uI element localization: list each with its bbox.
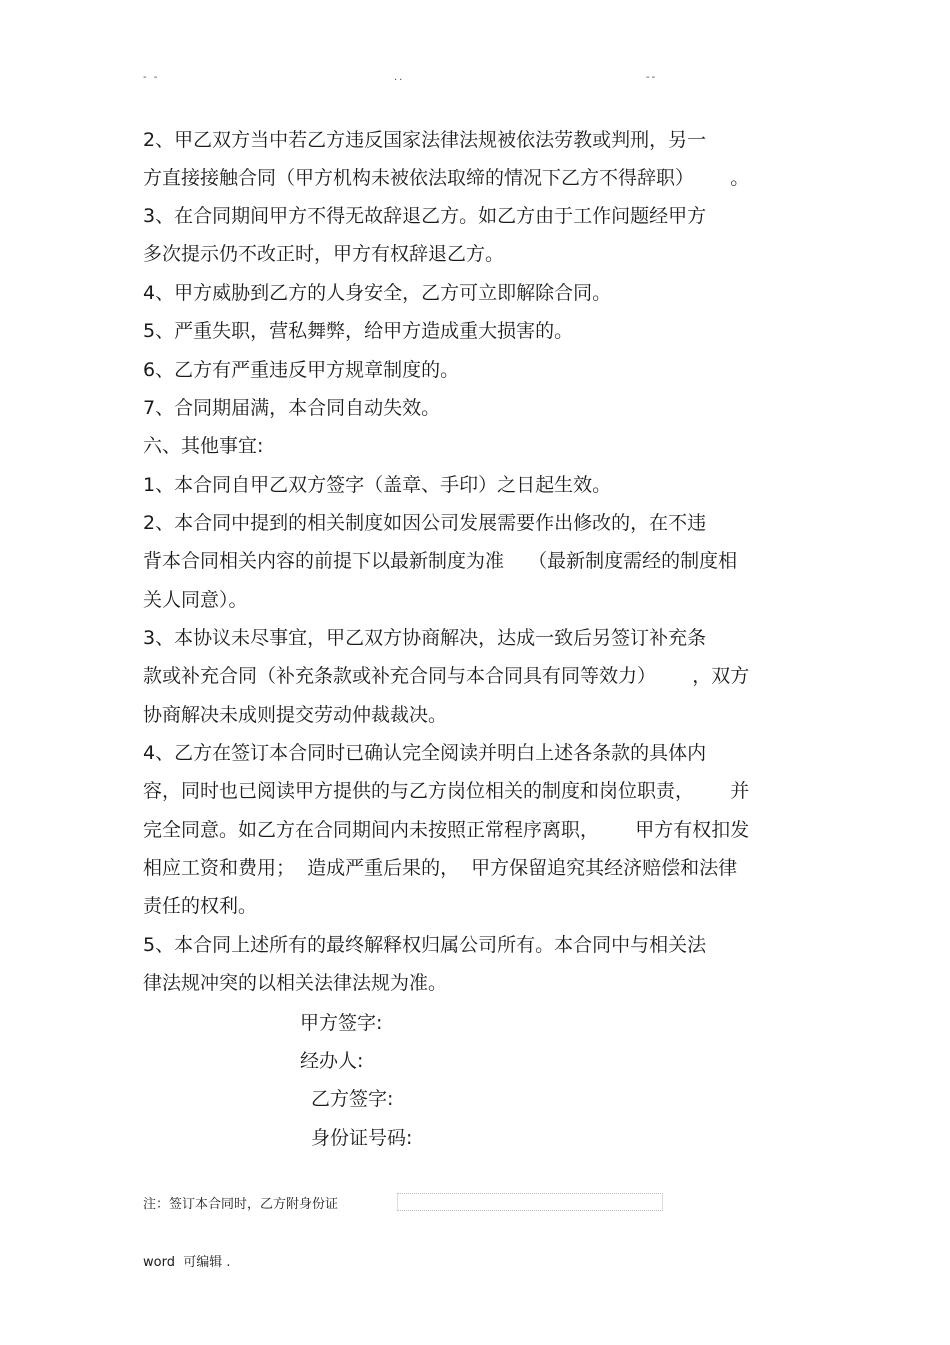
clause-5-2-line-2: 方直接接触合同（甲方机构未被依法取缔的情况下乙方不得辞职） 。: [143, 167, 750, 189]
page-footer: word 可编辑 .: [143, 1255, 231, 1270]
clause-6-4-line-1: 4、乙方在签订本合同时已确认完全阅读并明白上述各条款的具体内: [143, 742, 707, 764]
clause-6-4-line-4: 相应工资和费用； 造成严重后果的， 甲方保留追究其经济赔偿和法律: [143, 857, 738, 879]
clause-6-5-line-1: 5、本合同上述所有的最终解释权归属公司所有。本合同中与相关法: [143, 934, 707, 956]
header-mark-left: - -: [143, 72, 160, 83]
clause-5-3-line-2: 多次提示仍不改正时，甲方有权辞退乙方。: [143, 243, 505, 265]
header-mark-center: ..: [394, 72, 405, 83]
clause-6-2-line-3: 关人同意）。: [143, 589, 248, 611]
clause-5-6: 6、乙方有严重违反甲方规章制度的。: [143, 359, 460, 381]
clause-6-1: 1、本合同自甲乙双方签字（盖章、手印）之日起生效。: [143, 474, 612, 496]
clause-6-4-line-5: 责任的权利。: [143, 895, 258, 917]
id-number-label: 身份证号码:: [311, 1127, 413, 1149]
clause-5-5: 5、严重失职，营私舞弊，给甲方造成重大损害的。: [143, 320, 574, 342]
clause-5-2-line-1: 2、甲乙双方当中若乙方违反国家法律法规被依法劳教或判刑，另一: [143, 129, 707, 151]
party-a-signature-label: 甲方签字:: [300, 1012, 383, 1034]
note-dotted-box: [397, 1193, 663, 1211]
clause-5-7: 7、合同期届满，本合同自动失效。: [143, 397, 441, 419]
clause-6-3-line-2: 款或补充合同（补充条款或补充合同与本合同具有同等效力） ，双方: [143, 665, 750, 687]
clause-6-2-line-1: 2、本合同中提到的相关制度如因公司发展需要作出修改的，在不违: [143, 512, 707, 534]
clause-6-4-line-3: 完全同意。如乙方在合同期间内未按照正常程序离职， 甲方有权扣发: [143, 819, 750, 841]
section-6-heading: 六、其他事宜:: [143, 435, 264, 457]
clause-5-4: 4、甲方威胁到乙方的人身安全，乙方可立即解除合同。: [143, 282, 612, 304]
clause-6-4-line-2: 容，同时也已阅读甲方提供的与乙方岗位相关的制度和岗位职责， 并: [143, 780, 750, 802]
agent-signature-label: 经办人:: [300, 1050, 364, 1072]
footnote: 注：签订本合同时，乙方附身份证: [143, 1197, 339, 1212]
clause-5-3-line-1: 3、在合同期间甲方不得无故辞退乙方。如乙方由于工作问题经甲方: [143, 205, 707, 227]
clause-6-3-line-1: 3、本协议未尽事宜，甲乙双方协商解决，达成一致后另签订补充条: [143, 627, 707, 649]
header-mark-right: --: [646, 72, 658, 83]
clause-6-3-line-3: 协商解决未成则提交劳动仲裁裁决。: [143, 704, 448, 726]
clause-6-5-line-2: 律法规冲突的以相关法律法规为准。: [143, 972, 448, 994]
party-b-signature-label: 乙方签字:: [311, 1088, 394, 1110]
clause-6-2-line-2: 背本合同相关内容的前提下以最新制度为准 （最新制度需经的制度相: [143, 550, 738, 572]
